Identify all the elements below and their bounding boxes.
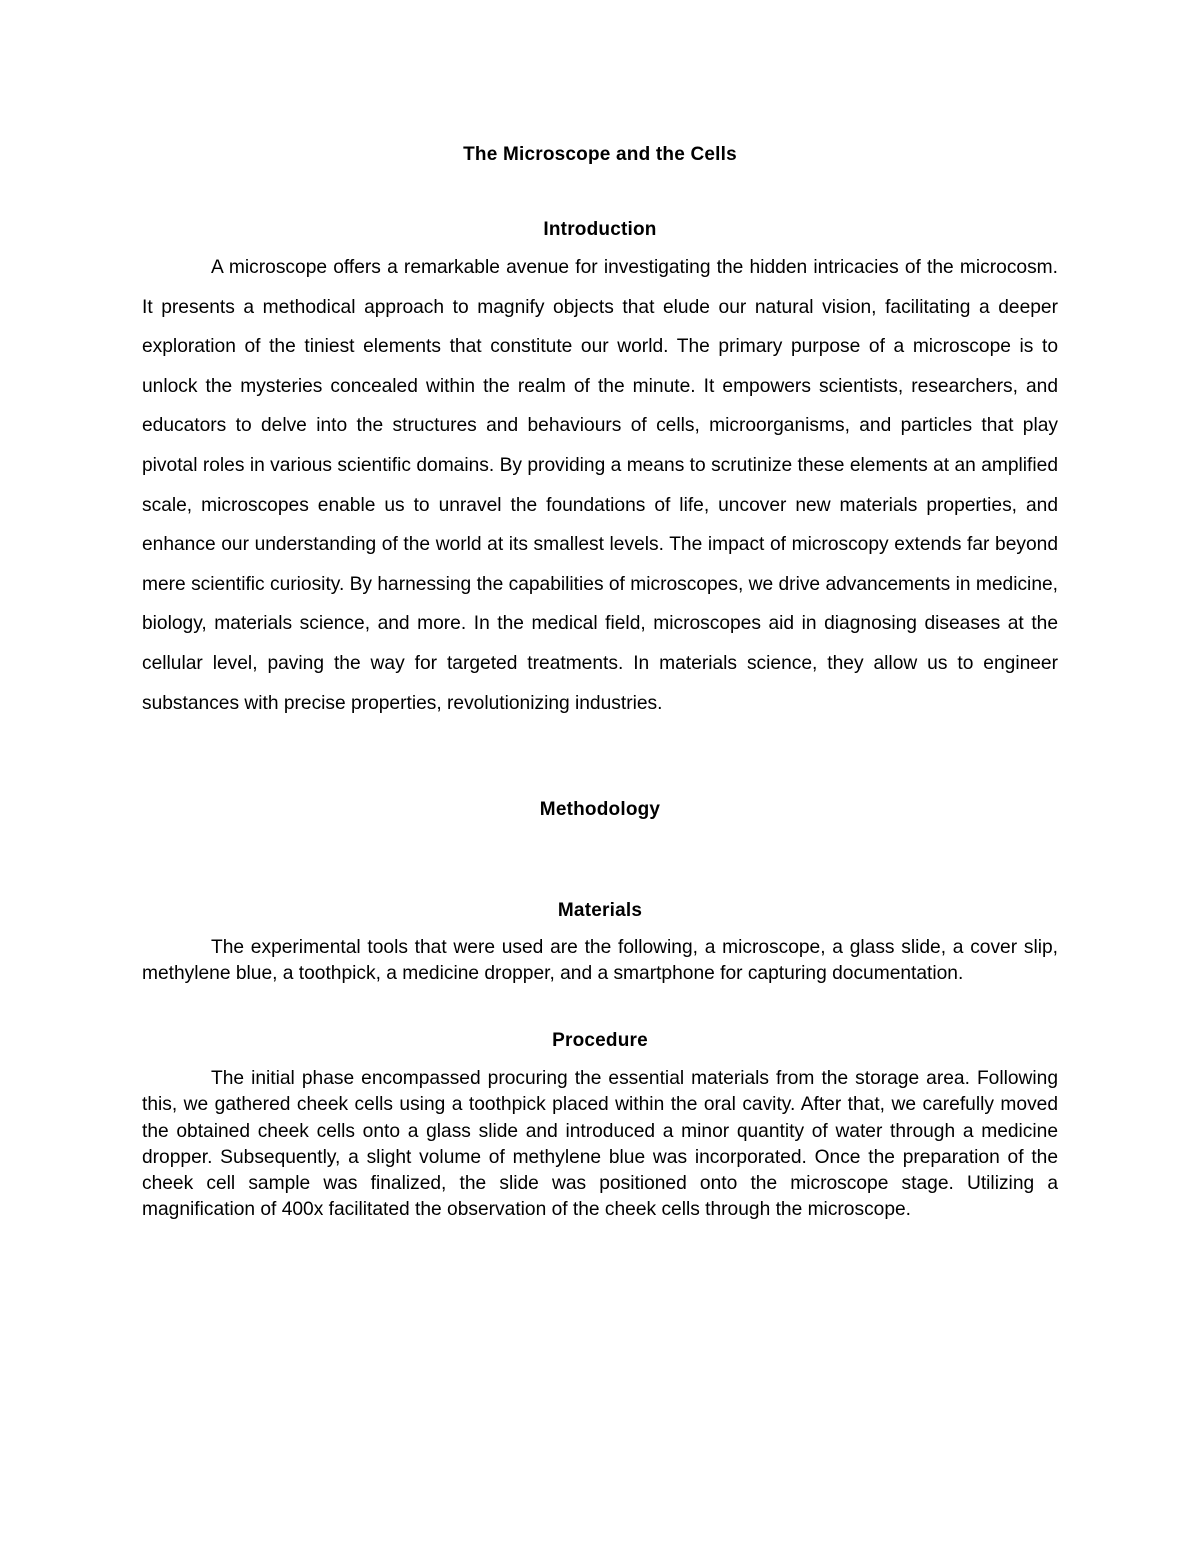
materials-paragraph: The experimental tools that were used are the following, a microscope, a glass slide, a cover slip, methylene blue, a toothpick, a medicine dropper, and a smartphone for capturing documentation. [142,937,1058,985]
introduction-paragraph: A microscope offers a remarkable avenue for investigating the hidden intricacies of the microcosm. It presents a methodical approach to magnify objects that elude our natural vision, facilitating a deeper exploration of the tiniest elements that constitute our world. The primary purpose of a microscope is to unlock the mysteries concealed within the realm of the minute. It empowers scientists, researchers, and educators to delve into the structures and behaviours of cells, microorganisms, and particles that play pivotal roles in various scientific domains. By providing a means to scrutinize these elements at an amplified scale, microscopes enable us to unravel the foundations of life, uncover new materials properties, and enhance our understanding of the world at its smallest levels. The impact of microscopy extends far beyond mere scientific curiosity. By harnessing the capabilities of microscopes, we drive advancements in medicine, biology, materials science, and more. In the medical field, microscopes aid in diagnosing diseases at the cellular level, paving the way for targeted treatments. In materials science, they allow us to engineer substances with precise properties, revolutionizing industries. [142,257,1058,714]
methodology-heading: Methodology [539,799,661,820]
procedure-paragraph: The initial phase encompassed procuring the essential materials from the storage area. Following this, we gathered cheek cells using a toothpick placed within the oral cavity. After that, we carefully moved the obtained cheek cells onto a glass slide and introduced a minor quantity of water through a medicine dropper. Subsequently, a slight volume of methylene blue was incorporated. Once the preparation of the cheek cell sample was finalized, the slide was positioned onto the microscope stage. Utilizing a magnification of 400x facilitated the observation of the cheek cells through the microscope. [142,1068,1058,1221]
introduction-heading: Introduction [543,219,657,240]
procedure-heading: Procedure [552,1030,648,1051]
document-title: The Microscope and the Cells [463,144,737,165]
materials-heading: Materials [557,900,643,921]
